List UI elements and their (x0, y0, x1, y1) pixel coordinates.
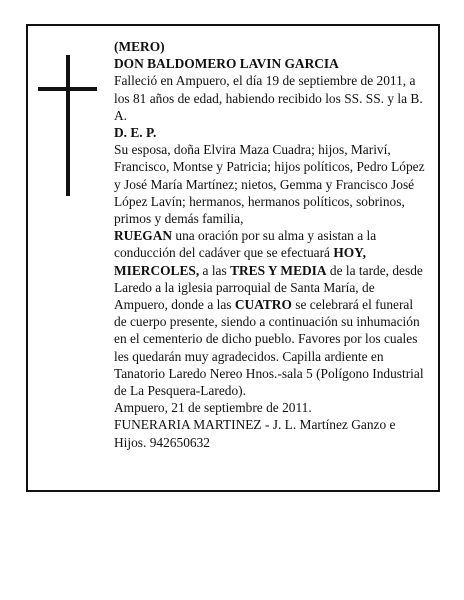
ruegan-word: RUEGAN (114, 228, 173, 244)
deceased-alias: (MERO) (114, 39, 165, 54)
funeral-time: CUATRO (234, 297, 292, 313)
deceased-name: DON BALDOMERO LAVIN GARCIA (114, 56, 339, 72)
dep-line: D. E. P. (114, 125, 157, 141)
obituary-text (114, 38, 428, 451)
family-list: Su esposa, doña Elvira Maza Cuadra; hijos, Mariví, Francisco, Montse y Patricia; hijos políticos, Pedro López y José María Martínez; nietos, Gemma y Francisco José López Lavín; hermanos, hermanos políticos, sobrinos, primos y demás familia, (114, 142, 425, 227)
death-info: Falleció en Ampuero, el día 19 de septiembre de 2011, a los 81 años de edad, habiendo recibido los SS. SS. y la B. A. (114, 73, 423, 123)
request-text-4: se celebrará el funeral de cuerpo presente, siendo a continuación su inhumación en el cementerio de dicho pueblo. Favores por los cuales les quedarán muy agradecidos. Capilla ardiente en Tanatorio Laredo Nereo Hnos.-sala 5 (Polígono Industrial de La Pesquera-Laredo). (114, 297, 424, 399)
place-date: Ampuero, 21 de septiembre de 2011. (114, 400, 312, 416)
request-text-3: de la tarde, desde Laredo a la iglesia parroquial de Santa María, de Ampuero, donde a las (114, 262, 423, 313)
procession-time: TRES Y MEDIA (230, 262, 327, 278)
cross-icon (66, 55, 70, 196)
funeral-home: FUNERARIA MARTINEZ - J. L. Martínez Ganzo e Hijos. 942650632 (114, 417, 396, 450)
request-text-2: a las (199, 262, 231, 278)
request-text-1: una oración por su alma y asistan a la conducción del cadáver que se efectuará (114, 228, 377, 261)
cross-icon-bar (38, 87, 97, 91)
funeral-request (114, 227, 428, 399)
funeral-day: HOY, MIERCOLES, (114, 245, 366, 278)
